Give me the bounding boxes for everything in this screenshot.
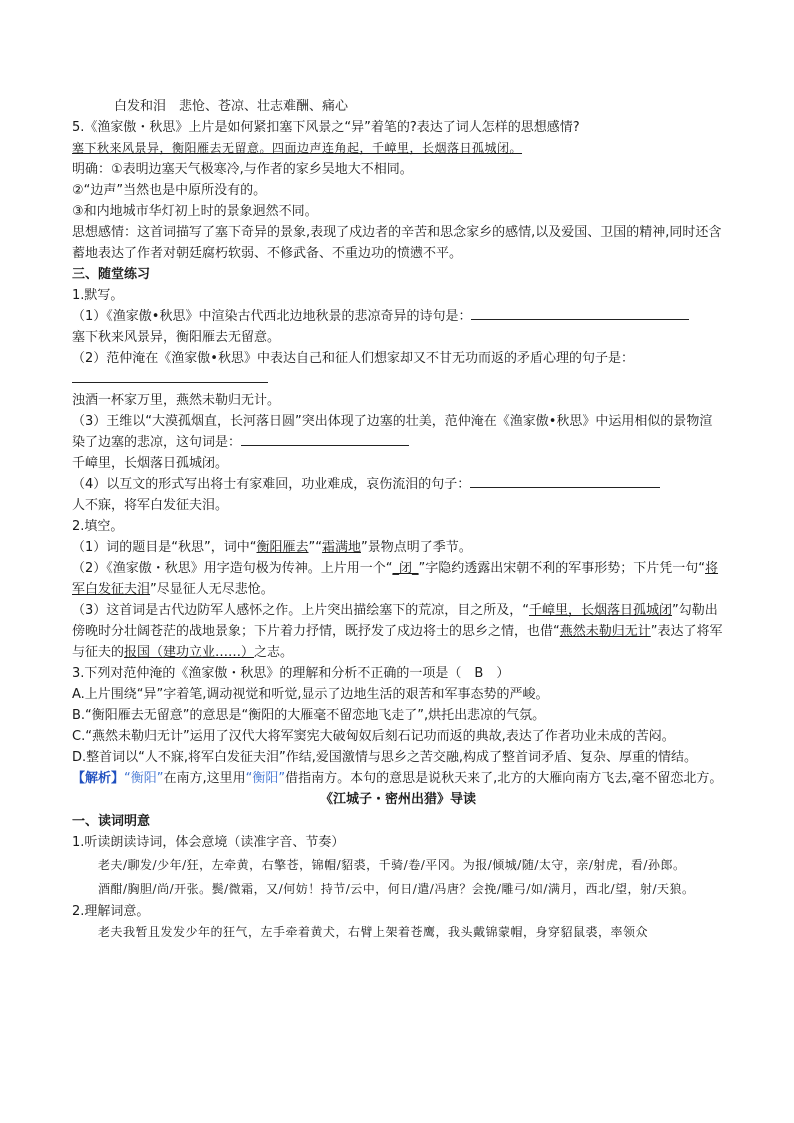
text-line: ②“边声”当然也是中原所没有的。	[72, 183, 267, 198]
text: ”表达了将军与征夫的	[72, 624, 723, 660]
question-text: （1）《渔家傲•秋思》中渲染古代西北边地秋景的悲凉奇异的诗句是：	[72, 309, 472, 324]
text: ”尽显征人无尽悲怆。	[150, 582, 274, 597]
question-text: （3）王维以“大漠孤烟直，长河落日圆”突出体现了边塞的壮美，范仲淹在《渔家傲•秋思》中运用相似的景物渲染了边塞的悲凉，这句词是：	[72, 414, 713, 450]
choice-c: C.“燕然未勒归无计”运用了汉代大将军窦宪大破匈奴后刻石记功而返的典故,表达了作者功业未成的苦闷。	[72, 729, 675, 744]
question-text: （4）以互文的形式写出将士有家难回，功业难成，哀伤流泪的句子：	[72, 477, 471, 492]
fill-answer: 报国（建功立业……）	[124, 645, 255, 660]
fill-answer: 将军白发征夫泪	[72, 561, 719, 597]
text: 借指南方。本句的意思是说秋天来了,北方的大雁向南方飞去,毫不留恋北方。	[285, 771, 723, 786]
fill-answer: 燕然未勒归无计	[559, 624, 651, 639]
text: （2）《渔家傲・秋思》用字造句极为传神。上片用一个“	[72, 561, 393, 576]
text: （1）词的题目是“秋思”，词中“	[72, 540, 257, 555]
text-line: 明确：①表明边塞天气极寒冷,与作者的家乡吴地大不相同。	[72, 162, 413, 177]
text-line: 白发和泪 悲怆、苍凉、壮志难酬、痛心	[114, 99, 349, 114]
question-3: 3.下列对范仲淹的《渔家傲・秋思》的理解和分析不正确的一项是（ B ）	[72, 666, 510, 681]
answer-text: 塞下秋来风景异，衡阳雁去无留意。	[72, 330, 281, 345]
text: ”“	[308, 540, 322, 555]
answer-text: 人不寐，将军白发征夫泪。	[72, 498, 229, 513]
text-line: ③和内地城市华灯初上时的景象迥然不同。	[72, 204, 318, 219]
section-heading: 一、读词明意	[72, 814, 151, 829]
text-line: 1.听读朗读诗词，体会意境（读准字音、节奏）	[72, 835, 345, 850]
fill-item	[72, 558, 724, 600]
text: 在南方,这里用	[163, 771, 246, 786]
question-2: 2.填空。	[72, 519, 124, 534]
handwritten-answer: 塞下秋来风景异，衡阳雁去无留意。四面边声连角起，千嶂里，长烟落日孤城闭。	[72, 141, 523, 155]
text-line: 2.理解词意。	[72, 904, 150, 919]
poem-stanza: 老夫/聊发/少年/狂，左牵黄，右擎苍，锦帽/貂裘，千骑/卷/平冈。为报/倾城/随/太守，亲/射虎，看/孙郎。	[98, 858, 686, 872]
text: ”字隐约透露出宋朝不利的军事形势；下片凭一句“	[418, 561, 706, 576]
quote: “衡阳”	[124, 771, 164, 786]
document-page	[72, 96, 724, 943]
answer-blank	[241, 432, 409, 446]
fill-answer: 衡阳雁去	[256, 540, 309, 555]
fill-answer: 千嶂里，长烟落日孤城闭	[529, 603, 673, 618]
answer-blank	[471, 306, 689, 320]
choice-a: A.上片围绕“异”字着笔,调动视觉和听觉,显示了边地生活的艰苦和军事态势的严峻。	[72, 687, 549, 702]
poem-stanza: 酒酣/胸胆/尚/开张。鬓/微霜，又/何妨！持节/云中，何日/遣/冯唐？会挽/雕弓/如/满月，西北/望，射/天狼。	[98, 882, 695, 896]
fill-answer: _闭_	[392, 561, 419, 576]
choice-d: D.整首词以“人不寐,将军白发征夫泪”作结,爱国激情与思乡之苦交融,构成了整首词矛盾、复杂、厚重的情结。	[72, 750, 698, 765]
answer-text: 千嶂里，长烟落日孤城闭。	[72, 456, 229, 471]
question-text: （2）范仲淹在《渔家傲•秋思》中表达自己和征人们想家却又不甘无功而返的矛盾心理的句子是：	[72, 351, 634, 366]
fill-answer: 霜满地	[321, 540, 361, 555]
fill-item	[72, 537, 724, 558]
text-paragraph: 思想感情：这首词描写了塞下奇异的景象,表现了戍边者的辛苦和思念家乡的感情,以及爱国、卫国的精神,同时还含蓄地表达了作者对朝廷腐朽软弱、不修武备、不重边功的愤懑不平。	[72, 225, 722, 261]
answer-blank	[470, 474, 660, 488]
analysis	[72, 768, 724, 789]
section-title: 《江城子・密州出猎》导读	[319, 792, 476, 807]
answer-text: 浊酒一杯家万里，燕然未勒归无计。	[72, 393, 281, 408]
quote: “衡阳”	[245, 771, 286, 786]
question-5: 5.《渔家傲・秋思》上片是如何紧扣塞下风景之“异”着笔的?表达了词人怎样的思想感情?	[72, 120, 580, 135]
choice-b: B.“衡阳雁去无留意”的意思是“衡阳的大雁毫不留恋地飞走了”,烘托出悲凉的气氛。	[72, 708, 546, 723]
text: ”景物点明了季节。	[361, 540, 472, 555]
text: ”勾勒出傍晚时分壮阔苍茫的战地景象；下片着力抒情，既抒发了戍边将士的思乡之情，也借“	[72, 603, 718, 639]
text: （3）这首词是古代边防军人感怀之作。上片突出描绘塞下的荒凉，目之所及，“	[72, 603, 530, 618]
fill-item	[72, 600, 724, 663]
text: 之志。	[254, 645, 294, 660]
question-1: 1.默写。	[72, 288, 124, 303]
answer-blank	[72, 369, 268, 383]
text-line: 老夫我暂且发发少年的狂气，左手牵着黄犬，右臂上架着苍鹰，我头戴锦蒙帽，身穿貂鼠裘，率领众	[98, 925, 649, 939]
analysis-tag: 【解析】	[72, 771, 125, 786]
section-heading: 三、随堂练习	[72, 267, 151, 282]
